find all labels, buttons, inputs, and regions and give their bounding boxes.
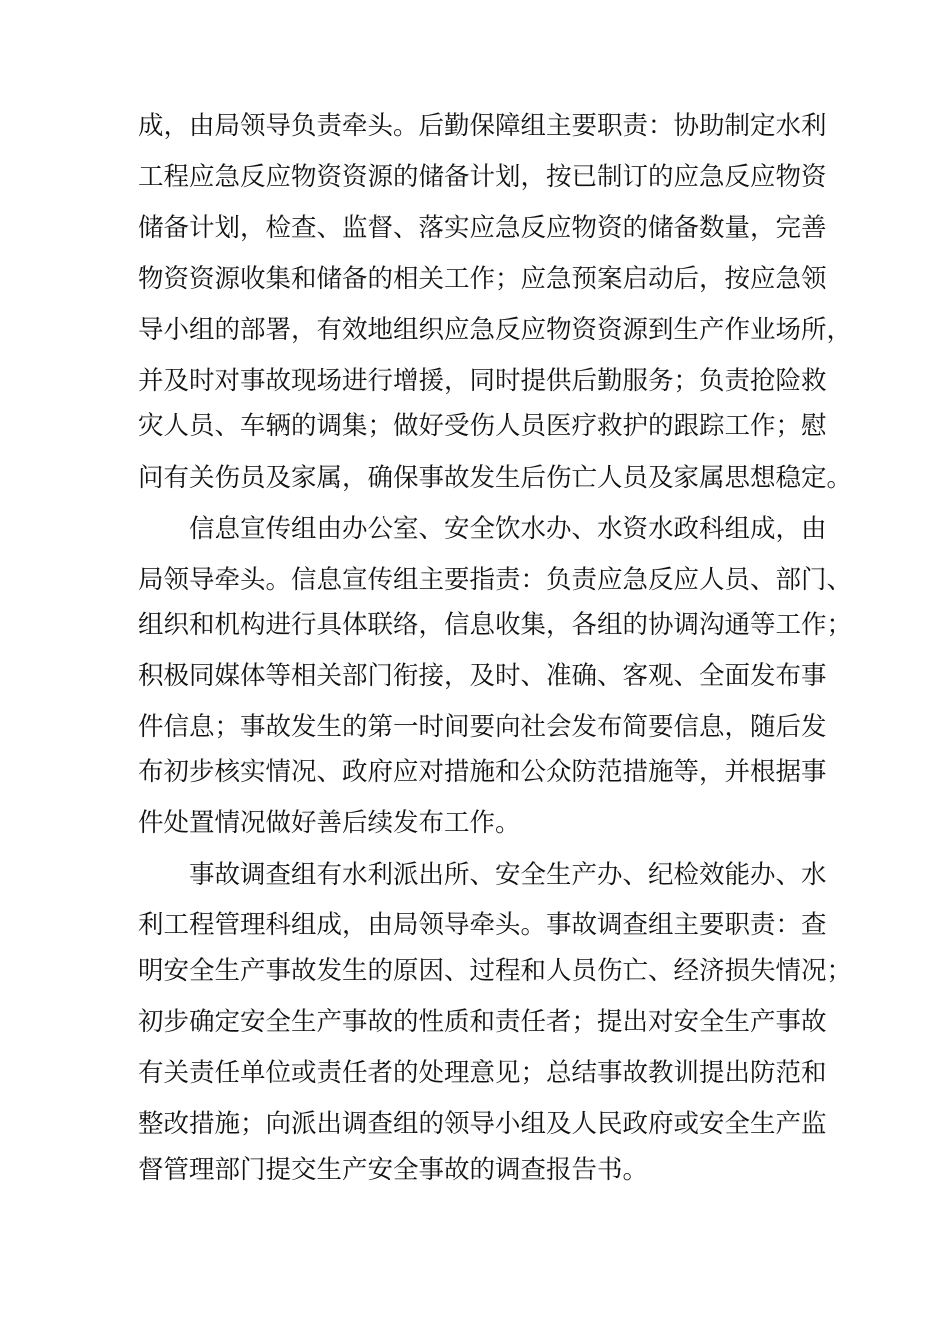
- text-line: 灾人员、车辆的调集；做好受伤人员医疗救护的跟踪工作；慰: [138, 411, 827, 441]
- text-line: 储备计划，检查、监督、落实应急反应物资的储备数量，完善: [138, 213, 827, 243]
- paragraph-first-line: 事故调查组有水利派出所、安全生产办、纪检效能办、水: [189, 860, 827, 890]
- text-line: 成，由局领导负责牵头。后勤保障组主要职责：协助制定水利: [138, 111, 827, 141]
- paragraph-first-line: 信息宣传组由办公室、安全饮水办、水资水政科组成，由: [189, 514, 827, 544]
- text-line: 明安全生产事故发生的原因、过程和人员伤亡、经济损失情况；: [138, 956, 853, 986]
- text-line: 导小组的部署，有效地组织应急反应物资资源到生产作业场所，: [138, 315, 853, 345]
- text-line: 件处置情况做好善后续发布工作。: [138, 808, 521, 838]
- text-line: 物资资源收集和储备的相关工作；应急预案启动后，按应急领: [138, 264, 827, 294]
- text-line: 积极同媒体等相关部门衔接，及时、准确、客观、全面发布事: [138, 661, 827, 691]
- text-line: 问有关伤员及家属，确保事故发生后伤亡人员及家属思想稳定。: [138, 463, 853, 493]
- text-line: 督管理部门提交生产安全事故的调查报告书。: [138, 1155, 649, 1185]
- text-line: 初步确定安全生产事故的性质和责任者；提出对安全生产事故: [138, 1007, 827, 1037]
- text-line: 整改措施；向派出调查组的领导小组及人民政府或安全生产监: [138, 1109, 827, 1139]
- text-line: 并及时对事故现场进行增援，同时提供后勤服务；负责抢险救: [138, 366, 827, 396]
- text-line: 布初步核实情况、政府应对措施和公众防范措施等，并根据事: [138, 757, 827, 787]
- text-line: 利工程管理科组成，由局领导牵头。事故调查组主要职责：查: [138, 910, 827, 940]
- text-line: 局领导牵头。信息宣传组主要指责：负责应急反应人员、部门、: [138, 565, 853, 595]
- text-line: 有关责任单位或责任者的处理意见；总结事故教训提出防范和: [138, 1058, 827, 1088]
- text-line: 组织和机构进行具体联络，信息收集，各组的协调沟通等工作；: [138, 610, 853, 640]
- text-line: 件信息；事故发生的第一时间要向社会发布简要信息，随后发: [138, 712, 827, 742]
- text-line: 工程应急反应物资资源的储备计划，按已制订的应急反应物资: [138, 162, 827, 192]
